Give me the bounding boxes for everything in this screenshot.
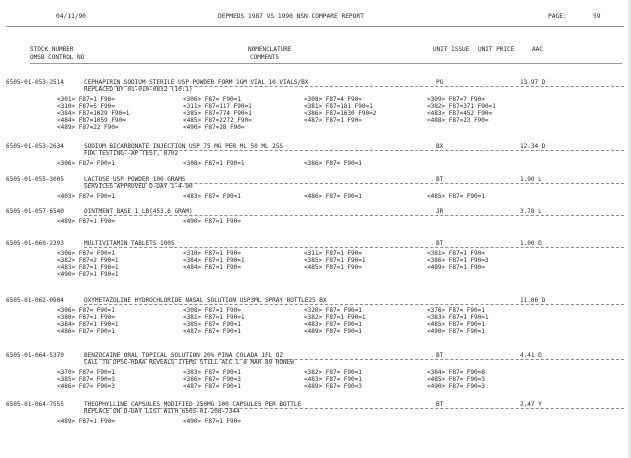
- facility-code: <487> F87=1 F90=: [304, 117, 362, 124]
- facility-code: <487> F87= F90=1: [183, 328, 241, 335]
- leader-line: [84, 215, 624, 216]
- facility-code: <306> F87= F90=1: [57, 307, 115, 314]
- facility-code: <489> F87= F90=1: [304, 328, 362, 335]
- report-title: DEPMEDS 1987 VS 1990 NSN COMPARE REPORT: [218, 13, 364, 20]
- facility-code: <486> F87= F90=1: [57, 328, 115, 335]
- facility-code: <310> F87=1 F90=: [183, 250, 241, 257]
- facility-code: <485> F87= F90=3: [427, 376, 485, 383]
- facility-code: <490> F87=1 F90=: [183, 218, 241, 225]
- header-rule: [6, 26, 624, 27]
- facility-code: <385> F87= F90=3: [57, 376, 115, 383]
- unit-price: 13.97 D: [520, 79, 546, 86]
- stock-number: 6505-01-062-0904: [6, 297, 64, 304]
- unit-price: 11.06 D: [520, 297, 546, 304]
- facility-code: <310> F87=5 F90=: [57, 103, 115, 110]
- facility-code: <382> F87=371 F90=1: [427, 103, 496, 110]
- facility-code: <308> F87=1 F90=: [183, 307, 241, 314]
- facility-code: <306> F87= F90=1: [57, 160, 115, 167]
- facility-code: <483> F87= F90=1: [304, 321, 362, 328]
- facility-code: <306> F87= F90=1: [183, 96, 241, 103]
- facility-code: <384> F87= F90=8: [427, 369, 485, 376]
- facility-code: <381> F87=1 F90=1: [183, 314, 245, 321]
- facility-code: <382> F87=2 F90=1: [57, 257, 119, 264]
- col-nomenclature: NOMENCLATURE: [248, 46, 292, 53]
- facility-code: <485> F87=2272 F90=: [183, 117, 252, 124]
- stock-number: 6505-01-053-2514: [6, 79, 64, 86]
- facility-code: <484> F87=1 F90=: [183, 264, 241, 271]
- col-omsb-control: OMSB CONTROL NO: [30, 54, 85, 61]
- nomenclature: CEPHAPIRIN SODIUM STERILE USP POWDER FORM 1GM VIAL 10 VIALS/BX: [84, 79, 309, 86]
- facility-code: <487> F87= F90=1: [183, 383, 241, 390]
- facility-code: <383> F87= F90=1: [183, 369, 241, 376]
- nomenclature: SODIUM BICARBONATE INJECTION USP 75 MG PER ML 50 ML 25S: [84, 143, 284, 150]
- col-unit-price: UNIT PRICE: [478, 46, 515, 53]
- column-rule: [30, 63, 622, 64]
- unit-price: 3.78 L: [520, 208, 542, 215]
- facility-code: <381> F87=1 F90=: [427, 250, 485, 257]
- stock-number: 6505-01-064-7555: [6, 401, 64, 408]
- facility-code: <485> F87= F90=1: [427, 321, 485, 328]
- facility-code: <489> F87=22 F90=: [57, 124, 119, 131]
- nomenclature: OINTMENT BASE 1 LB(453.6 GRAM): [84, 208, 193, 215]
- facility-code: <386> F87= F90=3: [183, 376, 241, 383]
- comment-line: REPLACE ON D-DAY LIST WITH 6505-01-208-7344: [84, 408, 240, 415]
- leader-line: [84, 247, 624, 248]
- unit-price: 12.34 D: [520, 143, 546, 150]
- comment-line: FDA TESTING--AP TEST, 8702: [84, 150, 179, 157]
- stock-number: 6505-01-057-6540: [6, 208, 64, 215]
- facility-code: <483> F87= F90=1: [183, 193, 241, 200]
- unit-price: 1.00 D: [520, 240, 542, 247]
- comment-line: CALL TO DPSC-RDAA REVEALS ITEMS STILL ACC L 8 MAR 89 RONEW: [84, 359, 294, 366]
- stock-number: 6505-01-060-2393: [6, 240, 64, 247]
- facility-code: <381> F87=181 F90=1: [304, 103, 373, 110]
- stock-number: 6505-01-055-3005: [6, 176, 64, 183]
- unit-issue: BT: [436, 352, 444, 359]
- report-date: 04/11/90: [56, 13, 86, 20]
- unit-issue: BX: [436, 143, 444, 150]
- unit-issue: JR: [436, 208, 444, 215]
- unit-issue: PG: [436, 79, 444, 86]
- unit-price: 4.41 D: [520, 352, 542, 359]
- facility-code: <306> F87= F90=1: [57, 250, 115, 257]
- facility-code: <483> F87=452 F90=: [427, 110, 493, 117]
- col-unit-issue: UNIT ISSUE: [433, 46, 470, 53]
- facility-code: <380> F87=1 F90=: [57, 314, 115, 321]
- facility-code: <490> F87=28 F90=: [183, 124, 245, 131]
- page-number: 59: [593, 13, 601, 20]
- nomenclature: BENZOCAINE ORAL TOPICAL SOLUTION 20% PINA COLADA 1FL OZ: [84, 352, 284, 359]
- facility-code: <370> F87= F90=1: [57, 369, 115, 376]
- unit-issue: BT: [436, 176, 444, 183]
- facility-code: <385> F87=774 F90=1: [183, 110, 252, 117]
- facility-code: <489> F87=1 F90=: [427, 264, 485, 271]
- facility-code: <384> F87=1 F90=1: [183, 257, 245, 264]
- col-aac: AAC: [532, 46, 543, 53]
- facility-code: <384> F87=1 F90=1: [57, 321, 119, 328]
- facility-code: <485> F87= F90=1: [427, 193, 485, 200]
- facility-code: <308> F87=4 F90=: [304, 96, 362, 103]
- facility-code: <309> F87=7 F90=: [427, 96, 485, 103]
- comment-line: SERVICES APPROVED D-DAY 1-4-90: [84, 183, 193, 190]
- unit-price: 2.47 Y: [520, 401, 542, 408]
- facility-code: <483> F87=1 F90=1: [57, 264, 119, 271]
- nomenclature: LACTOSE USP POWDER 100 GRAMS: [84, 176, 186, 183]
- facility-code: <320> F87= F90=1: [304, 307, 362, 314]
- facility-code: <386> F87=1 F90=3: [427, 257, 489, 264]
- facility-code: <403> F87= F90=1: [57, 193, 115, 200]
- facility-code: <488> F87=23 F90=: [427, 117, 489, 124]
- comment-line: REPLACED BY 01-010-0832 (10:1): [84, 86, 193, 93]
- facility-code: <490> F87= F90=1: [427, 328, 485, 335]
- unit-price: 1.90 L: [520, 176, 542, 183]
- facility-code: <311> F87=1 F90=: [304, 250, 362, 257]
- unit-issue: BT: [436, 240, 444, 247]
- nomenclature: OXYMETAZOLINE HYDROCHLORIDE NASAL SOLUTION USP3ML SPRAY BOTTLE25 BX: [84, 297, 327, 304]
- page-label: PAGE:: [548, 13, 567, 20]
- facility-code: <485> F87=1 F90=: [304, 264, 362, 271]
- stock-number: 6505-01-053-2634: [6, 143, 64, 150]
- facility-code: <308> F87=1 F90=1: [183, 160, 245, 167]
- facility-code: <484> F87=1059 F90=: [57, 117, 126, 124]
- facility-code: <376> F87= F90=1: [427, 307, 485, 314]
- facility-code: <382> F87=1 F90=1: [304, 314, 366, 321]
- unit-issue: BT: [436, 401, 444, 408]
- facility-code: <489> F87=1 F90=: [57, 218, 115, 225]
- facility-code: <486> F87= F90=3: [57, 383, 115, 390]
- facility-code: <486> F87= F90=1: [304, 193, 362, 200]
- facility-code: <386> F87= F90=1: [304, 160, 362, 167]
- col-stock-number: STOCK NUMBER: [30, 46, 74, 53]
- nomenclature: THEOPHYLLINE CAPSULES MODIFIED 250MG 100 CAPSULES PER BOTTLE: [84, 401, 302, 408]
- facility-code: <483> F87= F90=1: [304, 376, 362, 383]
- facility-code: <489> F87= F90=3: [304, 383, 362, 390]
- leader-line: [84, 304, 624, 305]
- facility-code: <301> F87=1 F90=: [57, 96, 115, 103]
- facility-code: <489> F87=1 F90=: [57, 418, 115, 425]
- facility-code: <383> F87=1 F90=1: [427, 314, 489, 321]
- facility-code: <490> F87=1 F90=: [183, 418, 241, 425]
- facility-code: <490> F87= F90=3: [427, 383, 485, 390]
- facility-code: <385> F87= F90=1: [183, 321, 241, 328]
- facility-code: <386> F87=1630 F90=2: [304, 110, 377, 117]
- facility-code: <384> F87=1029 F90=1: [57, 110, 130, 117]
- facility-code: <382> F87= F90=1: [304, 369, 362, 376]
- facility-code: <311> F87=117 F90=1: [183, 103, 252, 110]
- facility-code: <490> F87=1 F90=1: [57, 271, 119, 278]
- col-comments: COMMENTS: [250, 54, 279, 61]
- stock-number: 6505-01-064-5370: [6, 352, 64, 359]
- nomenclature: MULTIVITAMIN TABLETS 100S: [84, 240, 175, 247]
- facility-code: <385> F87=1 F90=1: [304, 257, 366, 264]
